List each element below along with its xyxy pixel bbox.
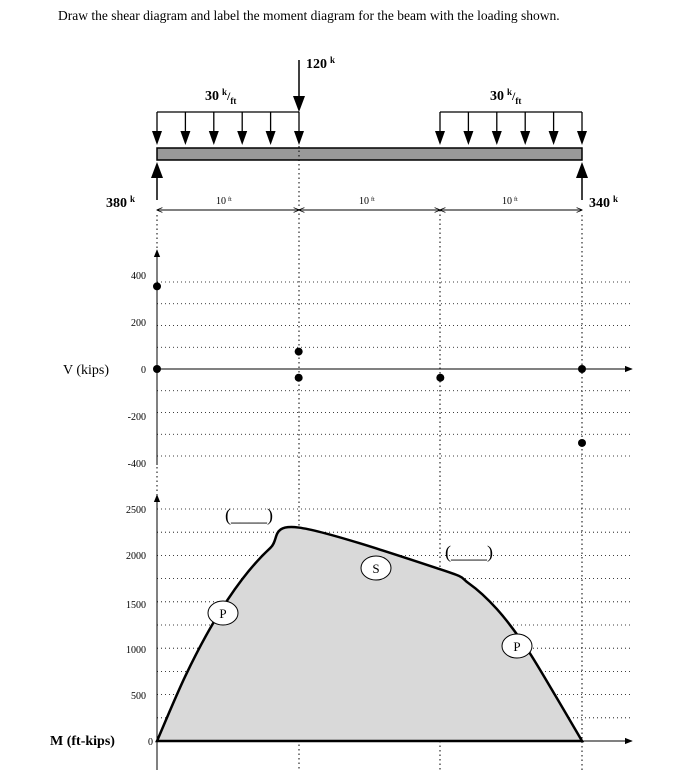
reaction-left-arrowhead [151,162,163,178]
shear-point [153,365,161,373]
dist-load-left-label: 30 $^k/_{ft}$ [205,87,237,106]
segment-label-left [208,601,238,625]
span-label-1: 10 $^{ft}$ [216,196,232,207]
shear-point [295,374,303,382]
moment-tick-1000: 1000 [126,645,146,656]
dist-load-right-arrowhead [549,131,559,145]
shear-point [153,282,161,290]
moment-tick-2000: 2000 [126,551,146,562]
segment-label-right-text: P [513,639,521,654]
segment-label-middle [361,556,391,580]
moment-tick-2500: 2500 [126,505,146,516]
dist-load-right-arrowhead [463,131,473,145]
dist-load-left-arrowhead [266,131,276,145]
dist-load-left-arrowhead [209,131,219,145]
dist-load-right-arrowhead [435,131,445,145]
dist-load-right-arrowhead [492,131,502,145]
moment-tick-0: 0 [148,737,153,748]
shear-point [578,439,586,447]
beam-loading [106,55,618,211]
segment-label-right [502,634,532,658]
dist-load-left-arrowhead [152,131,162,145]
dist-load-right-arrowhead [577,131,587,145]
segment-label-left-text: P [219,606,227,621]
dist-load-right-arrowhead [520,131,530,145]
shear-axis-label: V (kips) [63,363,110,378]
shear-point [578,365,586,373]
dist-load-right-arrows [435,112,587,145]
dist-load-left-arrows [152,112,304,145]
moment-blank-right: (____) [445,542,493,562]
shear-point [436,374,444,382]
shear-point [295,348,303,356]
dist-load-left-arrowhead [237,131,247,145]
shear-points [153,282,586,447]
segment-label-middle-text: S [372,561,380,576]
beam [157,148,582,160]
shear-tick-neg400: -400 [127,459,146,470]
shear-tick-neg200: -200 [127,412,146,423]
reaction-right-label: 340 $^k$ [589,194,619,211]
dist-load-left-arrowhead [180,131,190,145]
reaction-right-arrowhead [576,162,588,178]
moment-axis-label: M (ft-kips) [50,734,115,749]
reaction-left-label: 380 $^k$ [106,194,136,211]
problem-title: Draw the shear diagram and label the moment diagram for the beam with the loading shown. [58,8,560,23]
point-load-label: 120 $^k$ [306,55,336,72]
shear-tick-200: 200 [131,318,146,329]
dist-load-right-label: 30 $^k/_{ft}$ [490,87,522,106]
span-label-2: 10 $^{ft}$ [359,196,375,207]
moment-tick-1500: 1500 [126,600,146,611]
span-label-3: 10 $^{ft}$ [502,196,518,207]
moment-blank-left: (____) [225,505,273,525]
shear-tick-400: 400 [131,271,146,282]
moment-tick-500: 500 [131,691,146,702]
point-load-arrowhead [293,96,305,112]
shear-tick-0: 0 [141,365,146,376]
